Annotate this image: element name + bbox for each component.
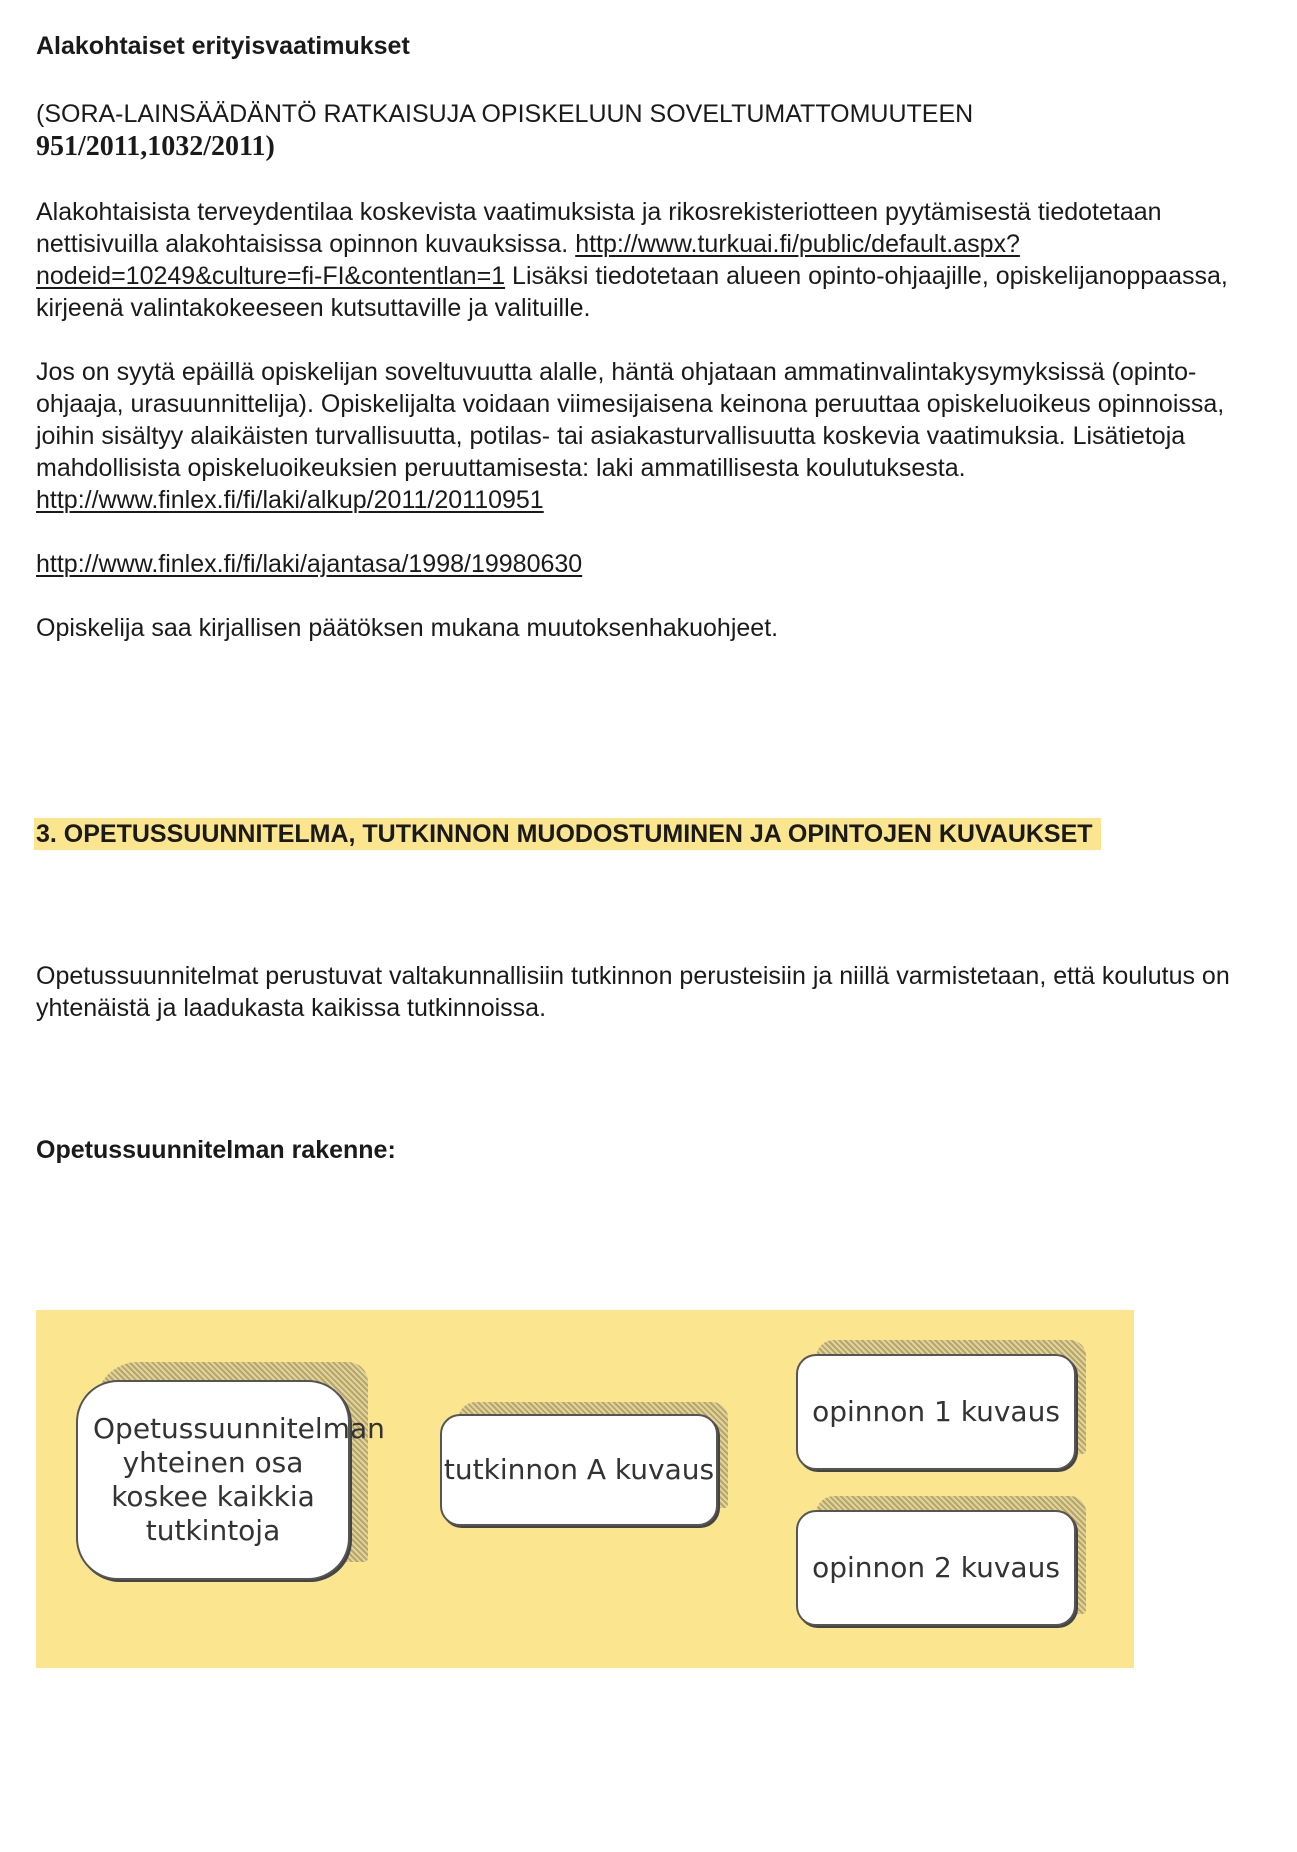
section-heading-special-requirements: Alakohtaiset erityisvaatimukset — [36, 32, 410, 60]
degree-a-label: tutkinnon A kuvaus — [443, 1453, 715, 1486]
common-part-box — [76, 1380, 385, 1580]
sora-legislation-note — [36, 98, 1266, 164]
finlex-law-2011-link[interactable]: http://www.finlex.fi/fi/laki/alkup/2011/20110951 — [36, 486, 544, 514]
turkuai-link[interactable]: http://www.turkuai.fi/public/default.aspx?nodeid=10249&culture=fi-FI&contentlan=1 — [36, 230, 1020, 290]
finlex-law-1998-link[interactable]: http://www.finlex.fi/fi/laki/ajantasa/1998/19980630 — [36, 550, 583, 578]
study-1-label: opinnon 1 kuvaus — [812, 1395, 1060, 1428]
study-1-node — [796, 1340, 1088, 1474]
degree-a-box — [440, 1414, 718, 1526]
curriculum-structure-diagram — [36, 1310, 1134, 1668]
common-part-node — [76, 1362, 385, 1580]
finlex-1998-paragraph — [36, 548, 1266, 580]
study-1-box — [796, 1354, 1076, 1470]
health-requirements-text: Alakohtaisista terveydentilaa koskevista vaatimuksista ja rikosrekisteriotteen pyytämisestä tiedotetaan nettisivuilla alakohtaisissa opinnon kuvauksissa. — [36, 198, 1162, 258]
section-3-heading: 3. OPETUSSUUNNITELMA, TUTKINNON MUODOSTUMINEN JA OPINTOJEN KUVAUKSET — [34, 818, 1101, 850]
common-part-label: Opetussuunnitelman yhteinen osa koskee kaikkia tutkintoja — [93, 1412, 385, 1547]
health-requirements-paragraph — [36, 196, 1266, 324]
curriculum-structure-heading: Opetussuunnitelman rakenne: — [36, 1136, 396, 1164]
law-references: 951/2011,1032/2011) — [36, 131, 275, 162]
document-body — [36, 30, 1266, 1166]
study-2-box — [796, 1510, 1076, 1626]
study-2-node — [796, 1496, 1088, 1634]
suitability-text: Jos on syytä epäillä opiskelijan soveltuvuutta alalle, häntä ohjataan ammatinvalintakysymyksissä (opinto-ohjaaja, urasuunnittelija). Opiskelijalta voidaan viimesijaisena keinona peruuttaa opiskeluoikeus opinnoissa, joihin sisältyy alaikäisten turvallisuutta, potilas- tai asiakasturvallisuutta koskevia vaatimuksia. Lisätietoja mahdollisista opiskeluoikeuksien peruuttamisesta: laki ammatillisesta koulutuksesta. — [36, 358, 1225, 482]
degree-a-node — [440, 1402, 730, 1528]
sora-legislation-title: (SORA-LAINSÄÄDÄNTÖ RATKAISUJA OPISKELUUN SOVELTUMATTOMUUTEEN — [36, 100, 974, 128]
curriculum-intro-paragraph: Opetussuunnitelmat perustuvat valtakunnallisiin tutkinnon perusteisiin ja niillä varmistetaan, että koulutus on yhtenäistä ja laadukasta kaikissa tutkinnoissa. — [36, 962, 1230, 1022]
suitability-paragraph — [36, 356, 1266, 516]
health-requirements-continued: Lisäksi tiedotetaan alueen opinto-ohjaajille, opiskelijanoppaassa, kirjeenä valintakokeeseen kutsuttaville ja valituille. — [36, 262, 1228, 322]
study-2-label: opinnon 2 kuvaus — [812, 1551, 1060, 1584]
appeal-instructions-paragraph: Opiskelija saa kirjallisen päätöksen mukana muutoksenhakuohjeet. — [36, 614, 779, 642]
